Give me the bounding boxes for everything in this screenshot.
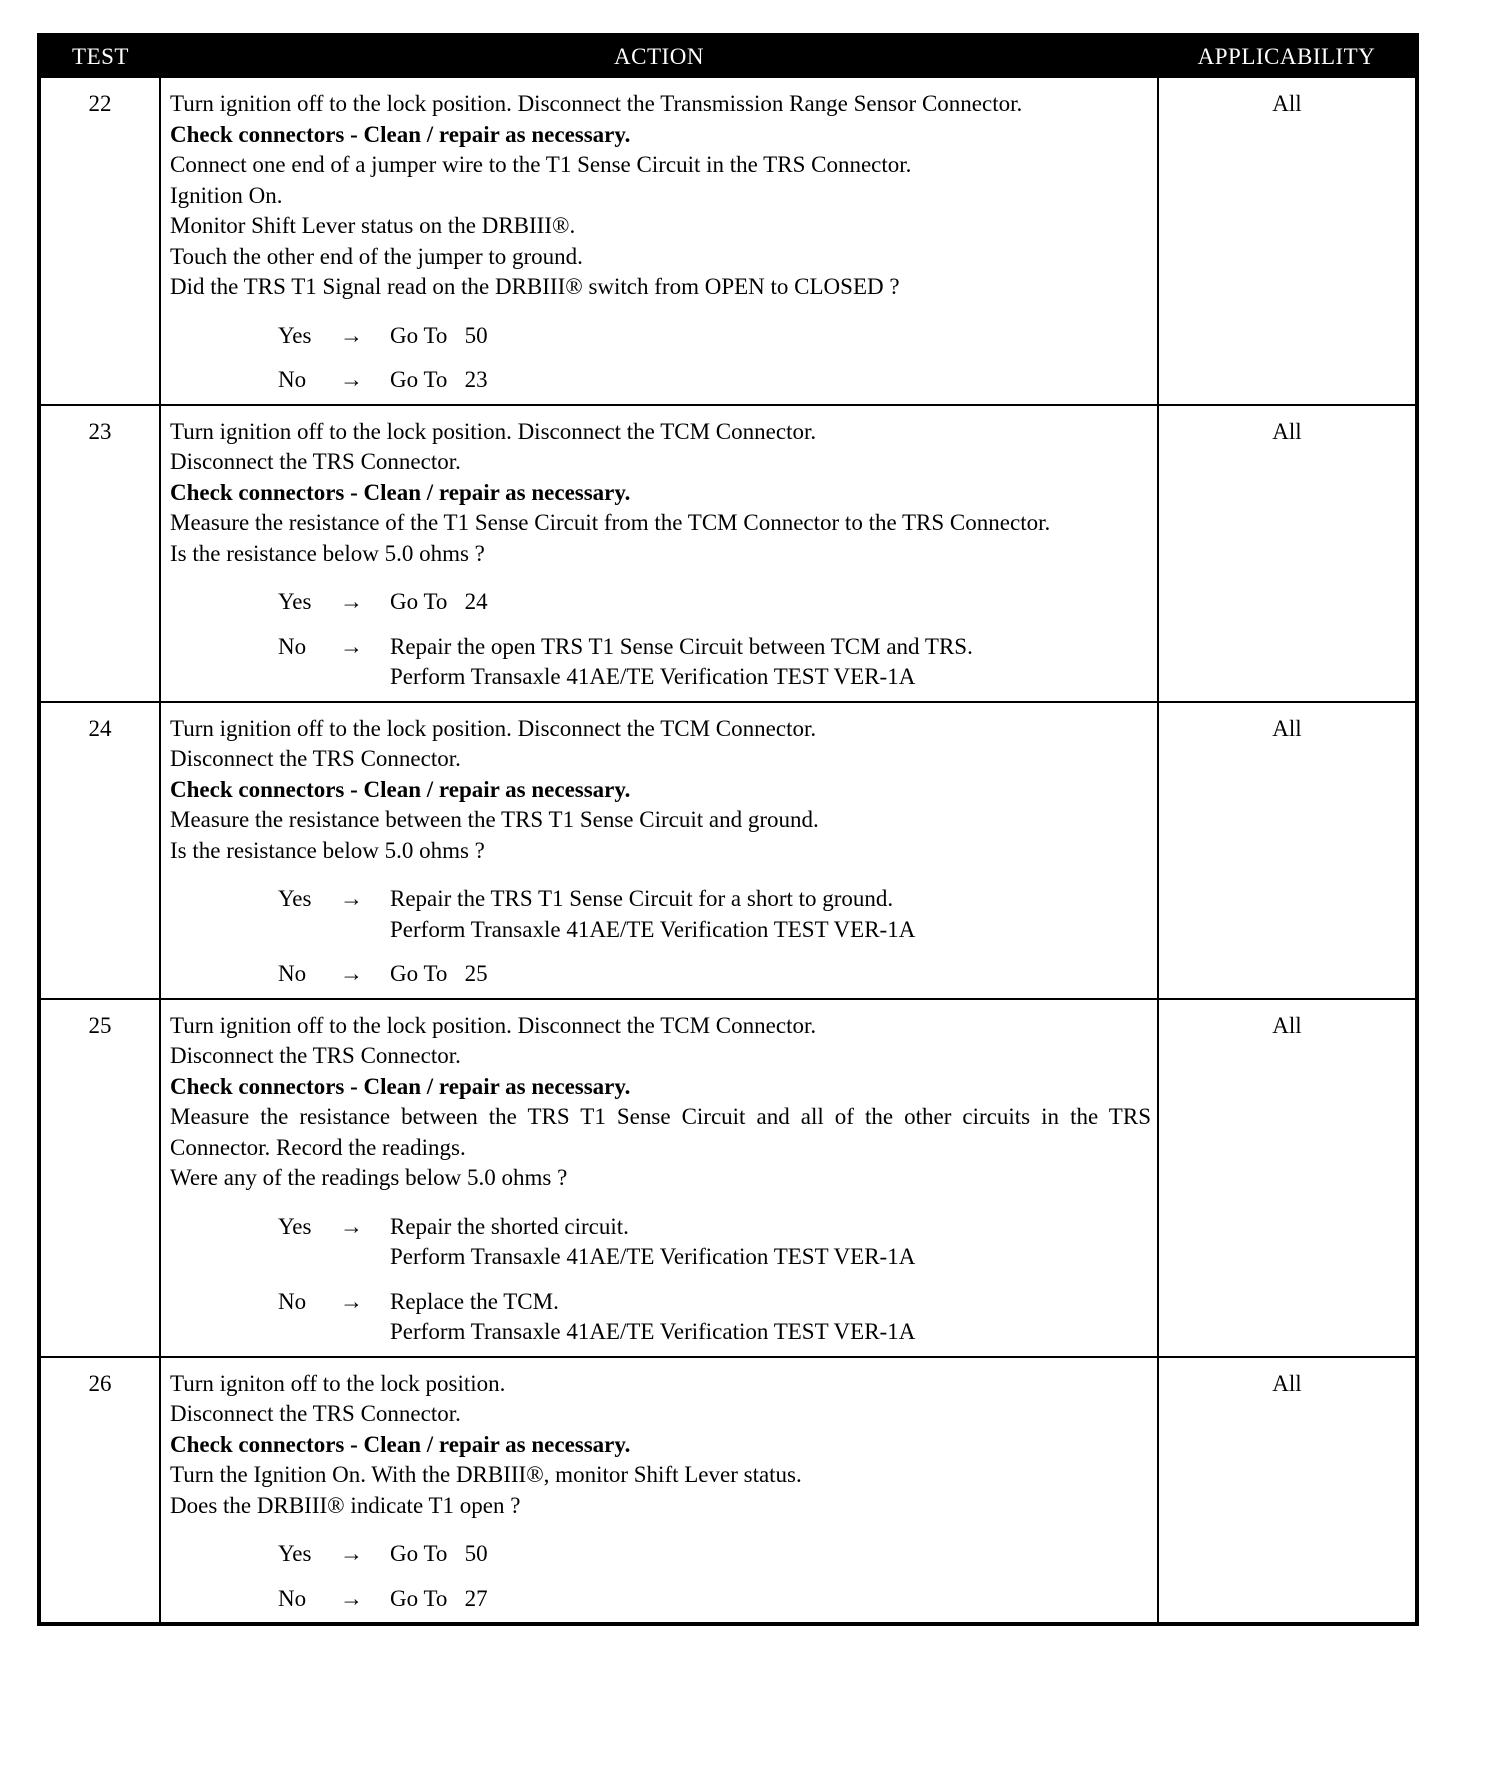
arrow-right-icon: →: [340, 1585, 363, 1611]
result-line: Go To 27: [390, 1585, 488, 1611]
outcome-result: [390, 1287, 1151, 1348]
arrow-right-icon: →: [340, 1541, 363, 1566]
action-step: Disconnect the TRS Connector.: [170, 449, 461, 474]
applicability-cell: All: [1158, 77, 1417, 405]
outcome-result: [390, 1584, 1151, 1615]
test-number: 25: [39, 999, 160, 1357]
action-step: Does the DRBIII® indicate T1 open ?: [170, 1492, 521, 1518]
outcome-yes: [278, 1539, 1151, 1570]
action-cell: [160, 999, 1158, 1357]
action-step: Measure the resistance between the TRS T1 Sense Circuit and all of the other circuits in the TRS Connector. Record the readings.: [170, 1104, 1151, 1160]
outcome-yes: [278, 587, 1151, 618]
outcome-no: [278, 1584, 1151, 1615]
arrow-right-icon: →: [340, 886, 363, 911]
applicability-cell: All: [1158, 702, 1417, 999]
table-header: [39, 35, 1417, 77]
arrow-right-icon: →: [340, 1213, 363, 1239]
test-number: 26: [39, 1357, 160, 1625]
action-step: Did the TRS T1 Signal read on the DRBIII® switch from OPEN to CLOSED ?: [170, 274, 900, 299]
action-step: Measure the resistance between the TRS T1 Sense Circuit and ground.: [170, 807, 819, 832]
action-step: Turn ignition off to the lock position. Disconnect the TCM Connector.: [170, 715, 817, 741]
spacer: [170, 1521, 1151, 1539]
arrow-right-icon: →: [340, 322, 363, 348]
applicability-cell: All: [1158, 405, 1417, 702]
test-number: 22: [39, 77, 160, 405]
outcome-label: Yes: [278, 322, 312, 348]
outcome-result: [390, 321, 1151, 352]
action-cell: [160, 1357, 1158, 1625]
table-row: [39, 702, 1417, 999]
check-connectors-note: Check connectors - Clean / repair as necessary.: [170, 1431, 631, 1457]
outcome-yes: [278, 884, 1151, 945]
outcome-no: [278, 959, 1151, 990]
result-line: Repair the TRS T1 Sense Circuit for a short to ground.: [390, 886, 894, 911]
spacer: [170, 303, 1151, 321]
outcome-label: Yes: [278, 886, 312, 911]
action-step: Were any of the readings below 5.0 ohms ?: [170, 1165, 568, 1190]
header-applicability: APPLICABILITY: [1158, 35, 1417, 77]
action-step: Turn the Ignition On. With the DRBIII®, monitor Shift Lever status.: [170, 1462, 802, 1487]
spacer: [170, 866, 1151, 884]
action-step: Connect one end of a jumper wire to the T1 Sense Circuit in the TRS Connector.: [170, 152, 912, 177]
outcome-yes: [278, 321, 1151, 352]
action-step: Turn ignition off to the lock position. Disconnect the TCM Connector.: [170, 418, 817, 444]
outcome-no: [278, 365, 1151, 396]
outcome-result: [390, 632, 1151, 693]
result-line: Perform Transaxle 41AE/TE Verification TEST VER-1A: [390, 1244, 916, 1269]
result-line: Go To 25: [390, 961, 488, 986]
action-step: Disconnect the TRS Connector.: [170, 1043, 461, 1068]
arrow-right-icon: →: [340, 367, 363, 392]
outcome-label: No: [278, 961, 307, 986]
result-line: Go To 50: [390, 1541, 488, 1566]
result-line: Perform Transaxle 41AE/TE Verification TEST VER-1A: [390, 664, 916, 689]
test-number: 24: [39, 702, 160, 999]
action-cell: [160, 405, 1158, 702]
check-connectors-note: Check connectors - Clean / repair as necessary.: [170, 776, 631, 802]
outcome-result: [390, 884, 1151, 945]
outcome-label: Yes: [278, 589, 312, 614]
result-line: Go To 24: [390, 589, 488, 614]
action-step: Monitor Shift Lever status on the DRBIII®.: [170, 213, 576, 238]
outcome-yes: [278, 1212, 1151, 1273]
test-number: 23: [39, 405, 160, 702]
table-row: [39, 999, 1417, 1357]
outcome-result: [390, 1539, 1151, 1570]
diagnostic-test-table: [37, 33, 1415, 1626]
outcome-label: No: [278, 1288, 307, 1314]
check-connectors-note: Check connectors - Clean / repair as necessary.: [170, 121, 631, 147]
action-step: Turn ignition off to the lock position. Disconnect the Transmission Range Sensor Connector.: [170, 91, 1023, 116]
test-table: [37, 33, 1419, 1626]
action-step: Is the resistance below 5.0 ohms ?: [170, 837, 485, 863]
action-step: Touch the other end of the jumper to ground.: [170, 243, 583, 269]
outcome-label: No: [278, 367, 307, 392]
table-body: [39, 77, 1417, 1624]
outcome-result: [390, 1212, 1151, 1273]
outcome-result: [390, 587, 1151, 618]
action-step: Is the resistance below 5.0 ohms ?: [170, 540, 485, 566]
result-line: Repair the shorted circuit.: [390, 1213, 629, 1239]
arrow-right-icon: →: [340, 961, 363, 986]
outcome-result: [390, 365, 1151, 396]
table-row: [39, 77, 1417, 405]
spacer: [170, 569, 1151, 587]
result-line: Repair the open TRS T1 Sense Circuit between TCM and TRS.: [390, 633, 973, 659]
action-step: Turn igniton off to the lock position.: [170, 1370, 506, 1396]
outcome-no: [278, 632, 1151, 693]
spacer: [170, 1194, 1151, 1212]
action-step: Turn ignition off to the lock position. Disconnect the TCM Connector.: [170, 1012, 817, 1038]
header-action: ACTION: [160, 35, 1158, 77]
outcome-label: Yes: [278, 1541, 312, 1566]
action-cell: [160, 702, 1158, 999]
outcome-no: [278, 1287, 1151, 1348]
applicability-cell: All: [1158, 999, 1417, 1357]
action-step: Ignition On.: [170, 182, 283, 208]
action-step: Disconnect the TRS Connector.: [170, 746, 461, 771]
result-line: Go To 50: [390, 322, 488, 348]
action-step: Disconnect the TRS Connector.: [170, 1401, 461, 1426]
result-line: Go To 23: [390, 367, 488, 392]
action-cell: [160, 77, 1158, 405]
outcome-label: No: [278, 1585, 307, 1611]
table-row: [39, 1357, 1417, 1625]
result-line: Perform Transaxle 41AE/TE Verification TEST VER-1A: [390, 916, 916, 942]
arrow-right-icon: →: [340, 589, 363, 614]
result-line: Replace the TCM.: [390, 1288, 559, 1314]
check-connectors-note: Check connectors - Clean / repair as necessary.: [170, 479, 631, 505]
outcome-label: No: [278, 633, 307, 659]
outcome-result: [390, 959, 1151, 990]
table-row: [39, 405, 1417, 702]
result-line: Perform Transaxle 41AE/TE Verification TEST VER-1A: [390, 1319, 916, 1344]
arrow-right-icon: →: [340, 1288, 363, 1314]
outcome-label: Yes: [278, 1213, 312, 1239]
header-test: TEST: [39, 35, 160, 77]
applicability-cell: All: [1158, 1357, 1417, 1625]
action-step: Measure the resistance of the T1 Sense Circuit from the TCM Connector to the TRS Connector.: [170, 510, 1051, 535]
arrow-right-icon: →: [340, 633, 363, 659]
check-connectors-note: Check connectors - Clean / repair as necessary.: [170, 1073, 631, 1099]
